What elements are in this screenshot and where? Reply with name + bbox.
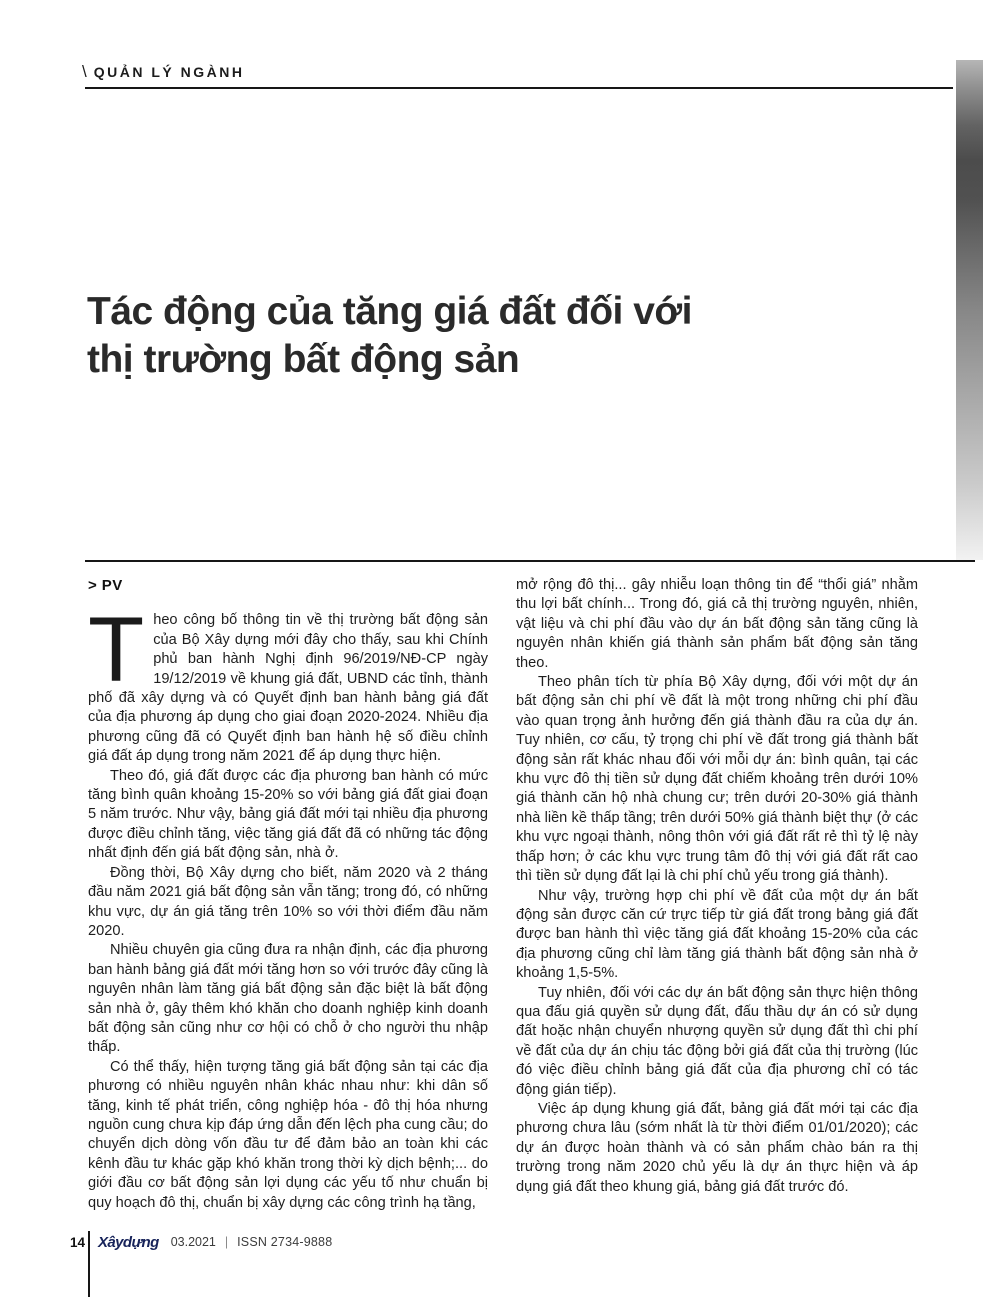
byline-author: PV	[101, 577, 123, 594]
article-left-column	[88, 576, 488, 1213]
article-title	[87, 288, 692, 384]
backslash-mark-icon: \	[82, 62, 87, 81]
paragraph: Đồng thời, Bộ Xây dựng cho biết, năm 2020 và 2 tháng đầu năm 2021 giá bất động sản vẫn tăng; trong đó, có những khu vực, dự án giá tăng trên 10% so với thời điểm đầu năm 2020.	[88, 864, 488, 939]
article-title-line-2: thị trường bất động sản	[87, 338, 520, 381]
paragraph: Việc áp dụng khung giá đất, bảng giá đất mới tại các địa phương chưa lâu (sớm nhất là từ thời điểm 01/01/2020); các dự án được hoàn thành và có sản phẩm chào bán ra thị trường trong năm 2020 chủ yếu là dự án thực hiện và áp dụng giá đất theo khung giá, bảng giá đất trước đó.	[516, 1100, 918, 1195]
paragraph: Có thể thấy, hiện tượng tăng giá bất động sản tại các địa phương có nhiều nguyên nhân khác nhau như: khi dân số tăng, kinh tế phát triển, công nghiệp hóa - đô thị hóa nhưng nguồn cung chưa kịp đáp ứng dẫn đến lệch pha cung cầu; do chuyển dịch dòng vốn đầu tư để đảm bảo an toàn khi các kênh đầu tư khác gặp khó khăn trong thời kỳ dịch bệnh;... do giới đầu cơ bất động sản lợi dụng các yếu tố như chuẩn bị quy hoạch đô thị, chuẩn bị xây dựng các công trình hạ tầng,	[88, 1058, 488, 1211]
paragraph: Nhiều chuyên gia cũng đưa ra nhận định, các địa phương ban hành bảng giá đất mới tăng hơn so với trước đây cũng là nguyên nhân làm tăng giá bất động sản đặc biệt là bất động sản nhà ở, gây thêm khó khăn cho doanh nghiệp kinh doanh bất động sản cũng như cơ hội có chỗ ở cho người thu nhập thấp.	[88, 942, 488, 1056]
paragraph: Theo đó, giá đất được các địa phương ban hành có mức tăng bình quân khoảng 15-20% so với bảng giá đất giai đoạn 5 năm trước. Như vậy, bảng giá đất mới tại nhiều địa phương được điều chỉnh tăng, việc tăng giá đất đã có những tác động nhất định đến giá bất động sản, nhà ở.	[88, 767, 488, 862]
article-right-column	[516, 576, 918, 1197]
section-label: QUẢN LÝ NGÀNH	[93, 64, 245, 80]
paragraph-text: heo công bố thông tin về thị trường bất động sản của Bộ Xây dựng mới đây cho thấy, sau khi Chính phủ ban hành Nghị định 96/2019/NĐ-CP ngày 19/12/2019 về khung giá đất, UBND các tỉnh, thành phố đã xây dựng và có Quyết định ban hành bảng giá đất của địa phương áp dụng cho giai đoạn 2020-2024. Nhiều địa phương cũng đã có Quyết định ban hành hệ số điều chỉnh giá đất áp dụng trong năm 2021 để áp dụng thực hiện.	[88, 612, 488, 765]
paragraph: mở rộng đô thị... gây nhiễu loạn thông tin để “thổi giá” nhằm thu lợi bất chính... Trong đó, giá cả thị trường nguyên, nhiên, vật liệu và chi phí đầu vào dự án bất động sản tăng cũng là nguyên nhân khiến giá thành sản phẩm bất động sản tăng theo.	[516, 577, 918, 671]
footer-vertical-rule	[88, 1231, 90, 1297]
paragraph: Theo phân tích từ phía Bộ Xây dựng, đối với một dự án bất động sản chi phí về đất là một trong những chi phí đầu vào quan trọng ảnh hưởng đến giá thành đầu ra của dự án. Tuy nhiên, cơ cấu, tỷ trọng chi phí về đất trong giá thành bất động sản rất khác nhau đối với mỗi dự án: bình quân, tại các khu vực đô thị tiền sử dụng đất chiếm khoảng trên dưới 10% giá thành căn hộ nhà chung cư; trên dưới 20-30% giá thành nhà liền kề thấp tầng; trên dưới 50% giá thành biệt thự (ở các khu vực ngoại thành, nông thôn với giá đất rất rẻ thì tỷ lệ này thấp hơn; ở các khu vực trung tâm đô thị với giá đất rất cao thì tiền sử dụng đất lại là chi phí chủ yếu trong giá thành).	[516, 674, 918, 885]
byline	[88, 576, 488, 595]
issue-date: 03.2021	[170, 1235, 216, 1249]
section-header	[82, 62, 244, 82]
paragraph: Tuy nhiên, đối với các dự án bất động sản thực hiện thông qua đấu giá quyền sử dụng đất, đấu thầu dự án có sử dụng đất hoặc nhận chuyển nhượng quyền sử dụng đất thì chi phí về đất của dự án chịu tác động bởi giá đất của thị trường (lúc đó việc điều chỉnh bảng giá đất của địa phương chỉ có tác động gián tiếp).	[516, 984, 918, 1098]
photo-strip	[956, 60, 983, 560]
header-rule	[85, 87, 953, 89]
journal-logo: Xâydựng	[98, 1233, 159, 1251]
byline-rule	[85, 560, 975, 562]
footer-separator: |	[224, 1235, 229, 1249]
page-footer	[64, 1232, 332, 1252]
byline-marker-icon: >	[88, 577, 97, 594]
page-number: 14	[69, 1234, 85, 1250]
dropcap: T	[88, 599, 145, 702]
article-title-line-1: Tác động của tăng giá đất đối với	[87, 290, 692, 333]
issn: ISSN 2734-9888	[237, 1235, 333, 1249]
paragraph: Như vậy, trường hợp chi phí về đất của một dự án bất động sản được căn cứ trực tiếp từ giá đất trong bảng giá đất được ban hành thì việc tăng giá đất khoảng 15-20% của các địa phương cũng chỉ làm tăng giá thành bất động sản nhà ở khoảng 1,5-5%.	[516, 887, 918, 982]
lead-paragraph	[88, 599, 488, 766]
